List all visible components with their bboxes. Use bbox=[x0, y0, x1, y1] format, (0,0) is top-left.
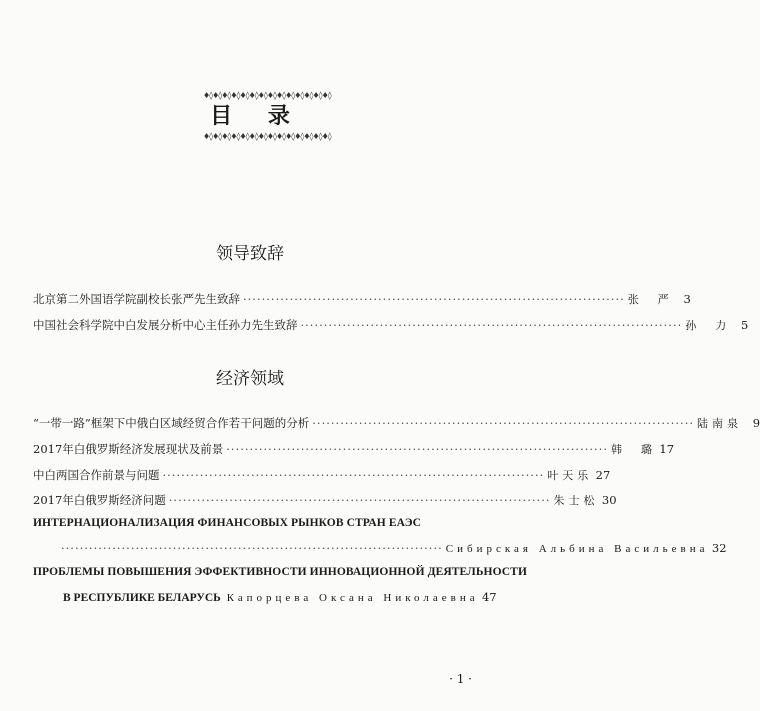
entry-title-russian[interactable]: ПРОБЛЕМЫ ПОВЫШЕНИЯ ЭФФЕКТИВНОСТИ ИННОВАЦИОННОЙ ДЕЯТЕЛЬНОСТИ bbox=[33, 566, 527, 578]
dot-leader: ·················································································· bbox=[168, 493, 551, 507]
dot-leader: ·················································································· bbox=[243, 292, 625, 306]
entry-title: 北京第二外国语学院副校长张严先生致辞 bbox=[33, 292, 240, 306]
toc-title: 目 录 bbox=[210, 104, 304, 129]
entry-page: 27 bbox=[595, 468, 611, 482]
entry-page: 32 bbox=[711, 541, 727, 555]
toc-entry[interactable] bbox=[33, 439, 675, 459]
toc-entry[interactable] bbox=[33, 315, 749, 335]
entry-author: Сибирская Альбина Васильевна bbox=[445, 543, 709, 555]
dot-leader: ·················································································· bbox=[162, 468, 545, 482]
entry-title: 2017年白俄罗斯经济发展现状及前景 bbox=[33, 442, 224, 456]
entry-page: 3 bbox=[683, 292, 691, 306]
entry-author: Капорцева Оксана Николаевна bbox=[226, 592, 479, 604]
entry-page: 30 bbox=[601, 493, 617, 507]
entry-title: 中白两国合作前景与问题 bbox=[33, 468, 160, 482]
entry-page: 9 bbox=[752, 416, 760, 430]
toc-entry[interactable] bbox=[33, 587, 497, 607]
entry-page: 17 bbox=[659, 442, 675, 456]
entry-author: 叶天乐 bbox=[547, 469, 593, 482]
section-heading-economy: 经济领域 bbox=[216, 369, 284, 389]
entry-author: 朱士松 bbox=[553, 494, 599, 507]
entry-page: 5 bbox=[740, 318, 749, 332]
toc-entry[interactable] bbox=[33, 490, 617, 510]
toc-entry[interactable] bbox=[33, 538, 727, 558]
entry-title-russian[interactable]: ИНТЕРНАЦИОНАЛИЗАЦИЯ ФИНАНСОВЫХ РЫНКОВ СТРАН ЕАЭС bbox=[33, 517, 422, 529]
toc-entry[interactable] bbox=[33, 289, 691, 309]
toc-entry[interactable] bbox=[33, 413, 760, 433]
title-ornament-bottom: ♦◊♦◊♦◊♦◊♦◊♦◊♦◊♦◊♦◊♦◊♦◊♦◊♦◊♦◊ bbox=[203, 132, 331, 141]
dot-leader: ·················································································· bbox=[312, 416, 695, 430]
entry-title: 2017年白俄罗斯经济问题 bbox=[33, 493, 166, 507]
section-heading-leadership: 领导致辞 bbox=[216, 244, 284, 264]
entry-author: 张 严 bbox=[627, 293, 673, 306]
entry-author: 陆南泉 bbox=[697, 417, 743, 430]
entry-title: 中国社会科学院中白发展分析中心主任孙力先生致辞 bbox=[33, 318, 298, 332]
toc-entry[interactable] bbox=[33, 465, 611, 485]
dot-leader: ·················································································· bbox=[226, 442, 609, 456]
title-ornament-top: ♦◊♦◊♦◊♦◊♦◊♦◊♦◊♦◊♦◊♦◊♦◊♦◊♦◊♦◊ bbox=[203, 91, 331, 100]
entry-title: “一带一路”框架下中俄白区域经贸合作若干问题的分析 bbox=[33, 416, 310, 430]
entry-author: 韩 璐 bbox=[611, 443, 657, 456]
dot-leader: ·················································································· bbox=[61, 541, 443, 555]
page-number: · 1 · bbox=[449, 672, 472, 686]
entry-page: 47 bbox=[481, 590, 497, 604]
entry-author: 孙 力 bbox=[685, 319, 731, 332]
entry-title-line2: В РЕСПУБЛИКЕ БЕЛАРУСЬ bbox=[63, 592, 221, 604]
dot-leader: ·················································································· bbox=[300, 318, 683, 332]
